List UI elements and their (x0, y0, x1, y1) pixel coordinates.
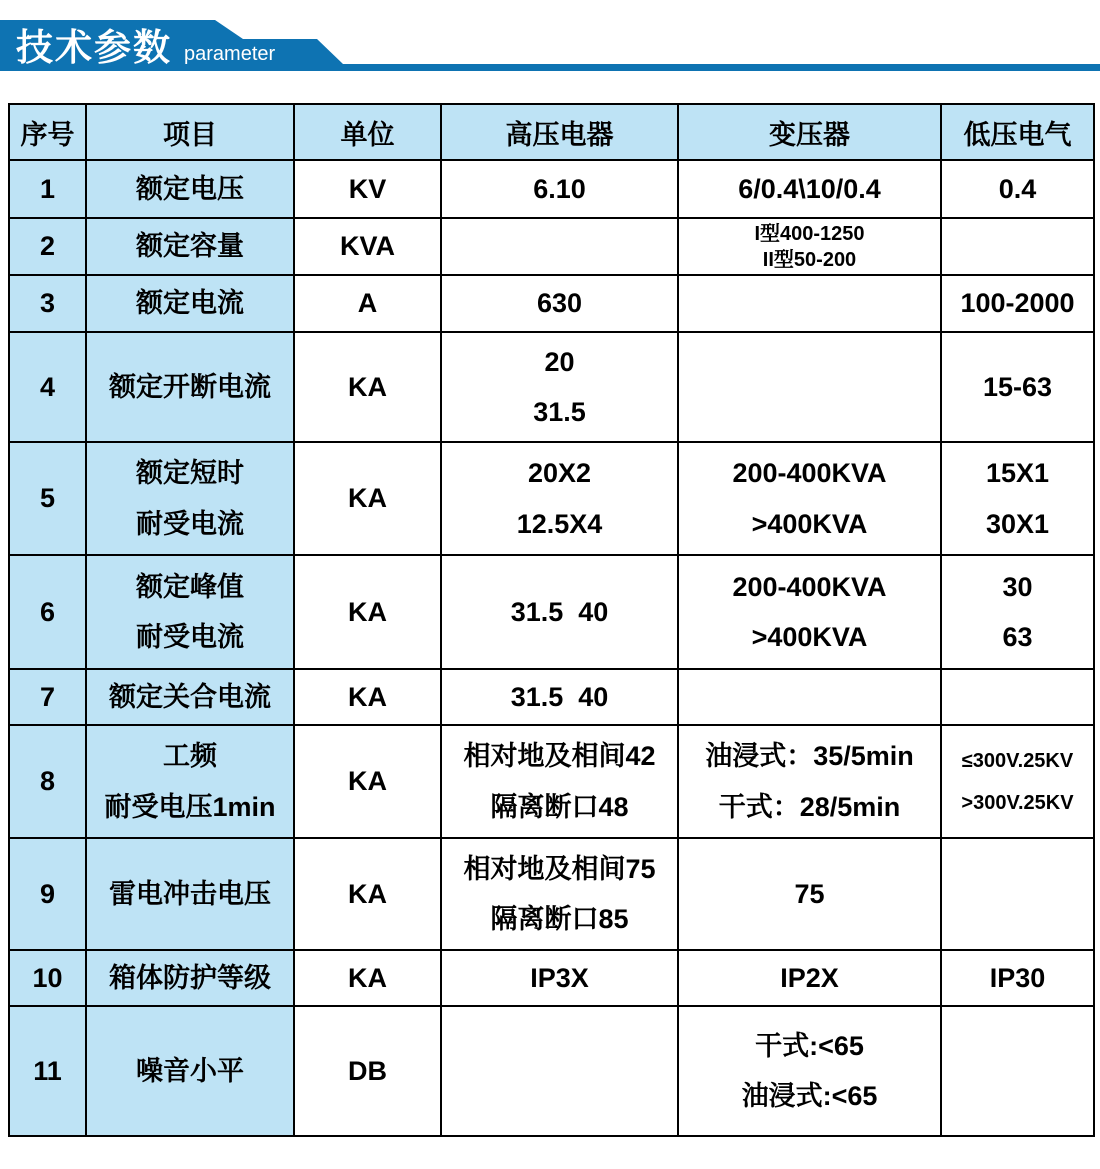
cell-unit (294, 218, 441, 275)
cell-line: 200-400KVA (732, 458, 887, 489)
cell-content (87, 740, 293, 823)
cell-content (442, 962, 677, 994)
cell-unit (294, 838, 441, 950)
column-header: 变压器 (678, 104, 941, 160)
cell-item (86, 1006, 294, 1136)
cell-tr (678, 218, 941, 275)
cell-line: 油浸式:<65 (741, 1081, 878, 1111)
cell-hv (441, 160, 678, 218)
cell-content (87, 287, 293, 319)
cell-unit (294, 332, 441, 442)
cell-item (86, 160, 294, 218)
cell-content (942, 287, 1093, 319)
table-row (9, 950, 1094, 1006)
cell-no (9, 218, 86, 275)
table-row (9, 838, 1094, 950)
cell-line: 100-2000 (960, 288, 1075, 319)
cell-line: 6.10 (533, 173, 586, 204)
cell-content (942, 962, 1093, 994)
cell-line: 额定关合电流 (109, 681, 271, 712)
cell-content (295, 596, 440, 628)
cell-line: KA (348, 371, 387, 402)
table-row (9, 555, 1094, 669)
cell-lv (941, 332, 1094, 442)
cell-no (9, 555, 86, 669)
cell-content (87, 571, 293, 654)
cell-content (10, 962, 85, 994)
cell-line: 75 (794, 878, 825, 909)
cell-no (9, 1006, 86, 1136)
cell-tr (678, 275, 941, 332)
cell-line: 油浸式：35/5min (705, 741, 914, 772)
cell-line: IP2X (780, 962, 839, 993)
cell-content (87, 457, 293, 540)
cell-item (86, 555, 294, 669)
cell-line: 15-63 (982, 371, 1053, 402)
cell-item (86, 669, 294, 725)
cell-no (9, 332, 86, 442)
cell-line: IP30 (989, 962, 1046, 993)
cell-content (942, 457, 1093, 540)
table-row (9, 725, 1094, 838)
cell-line: 63 (1002, 622, 1033, 652)
cell-content (942, 371, 1093, 403)
cell-content (442, 173, 677, 205)
cell-line: >400KVA (751, 622, 868, 652)
cell-line: 额定短时 (136, 458, 244, 489)
cell-tr (678, 1006, 941, 1136)
cell-line: II型50-200 (762, 248, 857, 271)
cell-line: KA (348, 878, 387, 909)
cell-line: IP3X (530, 962, 589, 993)
cell-line: KVA (339, 231, 395, 262)
cell-line: 5 (39, 483, 56, 514)
cell-item (86, 442, 294, 555)
cell-item (86, 218, 294, 275)
cell-content (87, 681, 293, 713)
cell-content (87, 962, 293, 994)
section-title: 技术参数 (16, 27, 172, 68)
cell-tr (678, 950, 941, 1006)
cell-line: 0.4 (998, 173, 1037, 204)
cell-unit (294, 950, 441, 1006)
cell-line: 12.5X4 (516, 508, 603, 539)
cell-content (10, 482, 85, 514)
cell-content (442, 346, 677, 429)
cell-line: 30 (1002, 571, 1033, 602)
cell-line: 额定容量 (136, 231, 244, 262)
cell-unit (294, 160, 441, 218)
cell-line: 隔离断口85 (490, 904, 629, 934)
cell-content (10, 596, 85, 628)
cell-hv (441, 218, 678, 275)
cell-no (9, 838, 86, 950)
cell-content (295, 482, 440, 514)
cell-line: KA (348, 596, 387, 627)
cell-line: KA (348, 483, 387, 514)
banner-text (16, 29, 275, 66)
cell-line: 6 (39, 596, 56, 627)
cell-content (442, 853, 677, 936)
cell-content (87, 878, 293, 910)
cell-tr (678, 442, 941, 555)
cell-content (295, 371, 440, 403)
cell-line: KA (348, 681, 387, 712)
cell-content (942, 173, 1093, 205)
cell-item (86, 275, 294, 332)
cell-line: ≤300V.25KV (961, 749, 1074, 772)
cell-line: 耐受电压1min (104, 791, 276, 822)
cell-line: 31.5 40 (510, 681, 609, 712)
cell-line: A (357, 288, 378, 319)
cell-content (679, 1030, 940, 1113)
cell-line: 雷电冲击电压 (109, 878, 271, 909)
cell-line: 工频 (163, 741, 217, 772)
cell-content (442, 740, 677, 823)
cell-line: 11 (33, 1055, 62, 1086)
cell-line: 额定峰值 (136, 571, 244, 602)
cell-content (295, 287, 440, 319)
cell-lv (941, 218, 1094, 275)
cell-line: 9 (39, 878, 56, 909)
cell-tr (678, 669, 941, 725)
cell-content (442, 681, 677, 713)
cell-line: 干式：28/5min (718, 791, 901, 822)
section-subtitle: parameter (184, 43, 276, 65)
cell-lv (941, 725, 1094, 838)
cell-content (295, 173, 440, 205)
cell-no (9, 160, 86, 218)
cell-content (679, 740, 940, 823)
cell-line: 噪音小平 (136, 1055, 244, 1086)
cell-line: 20X2 (527, 458, 592, 489)
cell-lv (941, 160, 1094, 218)
cell-line: 20 (544, 346, 575, 377)
cell-line: 3 (39, 288, 56, 319)
cell-content (10, 765, 85, 797)
cell-hv (441, 555, 678, 669)
cell-content (295, 962, 440, 994)
cell-line: DB (348, 1055, 387, 1086)
cell-lv (941, 838, 1094, 950)
cell-lv (941, 275, 1094, 332)
cell-line: 相对地及相间42 (463, 741, 656, 772)
cell-line: 干式:<65 (755, 1030, 864, 1061)
cell-content (10, 173, 85, 205)
cell-line: 2 (39, 231, 56, 262)
table-row (9, 218, 1094, 275)
cell-line: I型400-1250 (754, 222, 865, 245)
cell-line: 10 (32, 962, 63, 993)
cell-content (10, 681, 85, 713)
cell-content (87, 371, 293, 403)
cell-line: 额定开断电流 (109, 371, 271, 402)
table-row (9, 669, 1094, 725)
cell-tr (678, 160, 941, 218)
table-row (9, 442, 1094, 555)
cell-lv (941, 1006, 1094, 1136)
cell-line: KA (348, 766, 387, 797)
table-row (9, 332, 1094, 442)
cell-content (87, 230, 293, 262)
cell-content (679, 878, 940, 910)
cell-content (679, 571, 940, 654)
cell-content (442, 596, 677, 628)
cell-hv (441, 1006, 678, 1136)
cell-unit (294, 1006, 441, 1136)
cell-content (295, 765, 440, 797)
parameters-table (8, 103, 1095, 1137)
cell-line: 额定电压 (136, 173, 244, 204)
cell-content (10, 371, 85, 403)
cell-hv (441, 275, 678, 332)
cell-content (942, 749, 1093, 815)
column-header: 低压电气 (941, 104, 1094, 160)
cell-line: 200-400KVA (732, 571, 887, 602)
cell-unit (294, 555, 441, 669)
cell-no (9, 669, 86, 725)
cell-content (10, 287, 85, 319)
cell-content (442, 457, 677, 540)
cell-lv (941, 555, 1094, 669)
cell-line: 31.5 40 (510, 596, 609, 627)
cell-hv (441, 838, 678, 950)
cell-content (679, 962, 940, 994)
cell-tr (678, 838, 941, 950)
cell-line: 15X1 (985, 458, 1050, 489)
cell-line: 1 (39, 173, 56, 204)
cell-lv (941, 950, 1094, 1006)
cell-content (679, 457, 940, 540)
cell-hv (441, 669, 678, 725)
cell-item (86, 332, 294, 442)
cell-no (9, 442, 86, 555)
column-header: 项目 (86, 104, 294, 160)
column-header: 高压电器 (441, 104, 678, 160)
cell-item (86, 725, 294, 838)
section-banner (0, 20, 1100, 71)
cell-tr (678, 332, 941, 442)
cell-line: >400KVA (751, 508, 868, 539)
cell-line: 耐受电流 (136, 508, 244, 539)
cell-hv (441, 442, 678, 555)
table-row (9, 1006, 1094, 1136)
cell-line: 隔离断口48 (490, 791, 629, 822)
column-header: 序号 (9, 104, 86, 160)
table-row (9, 275, 1094, 332)
cell-line: 相对地及相间75 (463, 853, 656, 884)
cell-unit (294, 669, 441, 725)
cell-line: 6/0.4\10/0.4 (738, 173, 881, 204)
cell-item (86, 838, 294, 950)
cell-no (9, 950, 86, 1006)
cell-content (10, 230, 85, 262)
cell-line: 4 (39, 371, 56, 402)
cell-line: KV (348, 173, 387, 204)
cell-content (87, 1055, 293, 1087)
cell-hv (441, 950, 678, 1006)
cell-line: 7 (39, 681, 56, 712)
cell-line: 箱体防护等级 (109, 962, 271, 993)
cell-content (295, 1055, 440, 1087)
cell-line: 耐受电流 (136, 622, 244, 652)
cell-unit (294, 275, 441, 332)
cell-line: 630 (536, 288, 583, 319)
cell-line: 31.5 (533, 397, 586, 427)
cell-content (295, 681, 440, 713)
cell-line: 额定电流 (136, 288, 244, 319)
cell-tr (678, 555, 941, 669)
cell-lv (941, 442, 1094, 555)
table-body (9, 160, 1094, 1136)
cell-content (87, 173, 293, 205)
cell-line: >300V.25KV (961, 791, 1074, 814)
column-header: 单位 (294, 104, 441, 160)
table-row (9, 160, 1094, 218)
cell-content (10, 1055, 85, 1087)
cell-line: KA (348, 962, 387, 993)
cell-content (442, 287, 677, 319)
cell-content (942, 571, 1093, 654)
cell-line: 30X1 (985, 508, 1050, 539)
cell-hv (441, 725, 678, 838)
cell-content (679, 173, 940, 205)
cell-content (295, 878, 440, 910)
cell-item (86, 950, 294, 1006)
cell-no (9, 275, 86, 332)
cell-content (295, 230, 440, 262)
cell-hv (441, 332, 678, 442)
cell-line: 8 (39, 766, 56, 797)
cell-content (10, 878, 85, 910)
table-header-row (9, 104, 1094, 160)
cell-no (9, 725, 86, 838)
cell-lv (941, 669, 1094, 725)
cell-content (679, 222, 940, 272)
cell-unit (294, 442, 441, 555)
cell-tr (678, 725, 941, 838)
cell-unit (294, 725, 441, 838)
